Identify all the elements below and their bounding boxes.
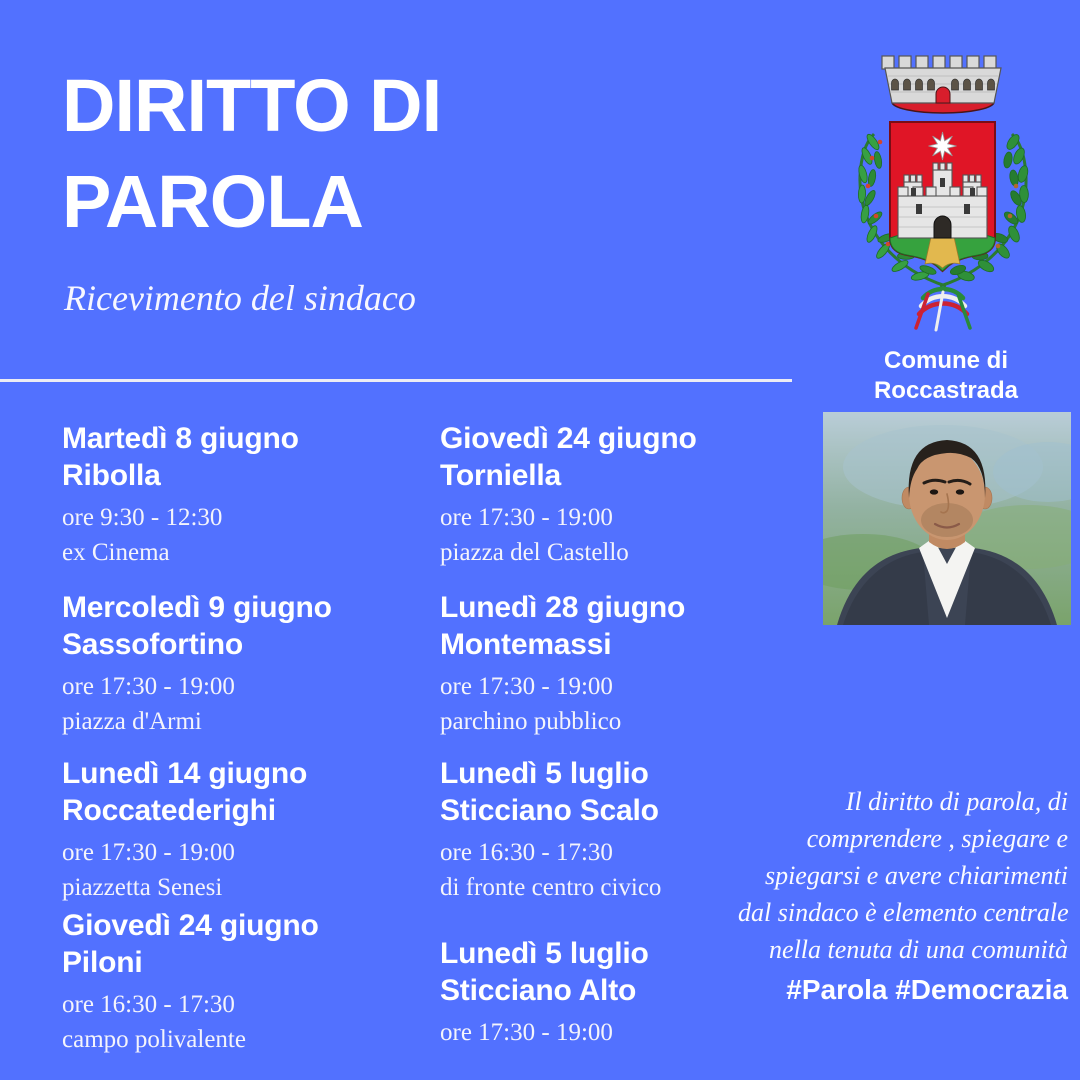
schedule-entry: [440, 420, 800, 570]
entry-time: ore 9:30 - 12:30: [62, 504, 223, 531]
entry-time: ore 17:30 - 19:00: [440, 504, 613, 531]
entry-place: Sticciano Scalo: [440, 794, 659, 827]
entry-time: ore 16:30 - 17:30: [62, 991, 235, 1018]
entry-place: Montemassi: [440, 628, 612, 661]
entry-time: ore 17:30 - 19:00: [62, 839, 235, 866]
entry-time: ore 16:30 - 17:30: [440, 839, 613, 866]
entry-day: Mercoledì 9 giugno: [62, 591, 332, 624]
entry-day: Lunedì 5 luglio: [440, 937, 649, 970]
quote-line: Il diritto di parola, di: [845, 787, 1068, 816]
entry-venue: piazza del Castello: [440, 539, 629, 566]
entry-venue: campo polivalente: [62, 1026, 246, 1053]
municipal-crest-icon: [828, 46, 1068, 344]
title-line-2: PAROLA: [62, 160, 363, 243]
schedule-entry: [62, 589, 422, 739]
entry-place: Torniella: [440, 459, 561, 492]
title-line-1: DIRITTO DI: [62, 64, 442, 147]
schedule-entry: [62, 907, 422, 1057]
subtitle: Ricevimento del sindaco: [64, 278, 416, 318]
entry-time: ore 17:30 - 19:00: [440, 1019, 613, 1046]
entry-day: Giovedì 24 giugno: [440, 422, 697, 455]
entry-day: Giovedì 24 giugno: [62, 909, 319, 942]
quote-line: nella tenuta di una comunità: [769, 935, 1068, 964]
quote-block: [738, 783, 1068, 1007]
entry-venue: piazza d'Armi: [62, 708, 202, 735]
entry-time: ore 17:30 - 19:00: [440, 673, 613, 700]
quote-line: dal sindaco è elemento centrale: [738, 898, 1069, 927]
entry-place: Roccatederighi: [62, 794, 276, 827]
schedule-entry: [440, 589, 800, 739]
entry-time: ore 17:30 - 19:00: [62, 673, 235, 700]
entry-day: Lunedì 5 luglio: [440, 757, 649, 790]
entry-venue: parchino pubblico: [440, 708, 622, 735]
entry-venue: piazzetta Senesi: [62, 874, 223, 901]
quote-line: comprendere , spiegare e: [806, 824, 1068, 853]
mayor-photo: [823, 412, 1071, 625]
hashtags: #Parola #Democrazia: [786, 974, 1068, 1005]
entry-day: Martedì 8 giugno: [62, 422, 299, 455]
entry-venue: ex Cinema: [62, 539, 170, 566]
entry-place: Piloni: [62, 946, 143, 979]
org-name: Comune di Roccastrada: [873, 347, 1019, 404]
schedule-entry: [62, 420, 422, 570]
entry-place: Sticciano Alto: [440, 974, 637, 1007]
page-title: [62, 58, 441, 250]
entry-day: Lunedì 14 giugno: [62, 757, 308, 790]
quote-line: spiegarsi e avere chiarimenti: [764, 861, 1068, 890]
entry-day: Lunedì 28 giugno: [440, 591, 686, 624]
schedule-entry: [62, 755, 422, 905]
divider-line: [0, 379, 792, 382]
entry-venue: di fronte centro civico: [440, 874, 662, 901]
entry-place: Sassofortino: [62, 628, 243, 661]
entry-place: Ribolla: [62, 459, 161, 492]
